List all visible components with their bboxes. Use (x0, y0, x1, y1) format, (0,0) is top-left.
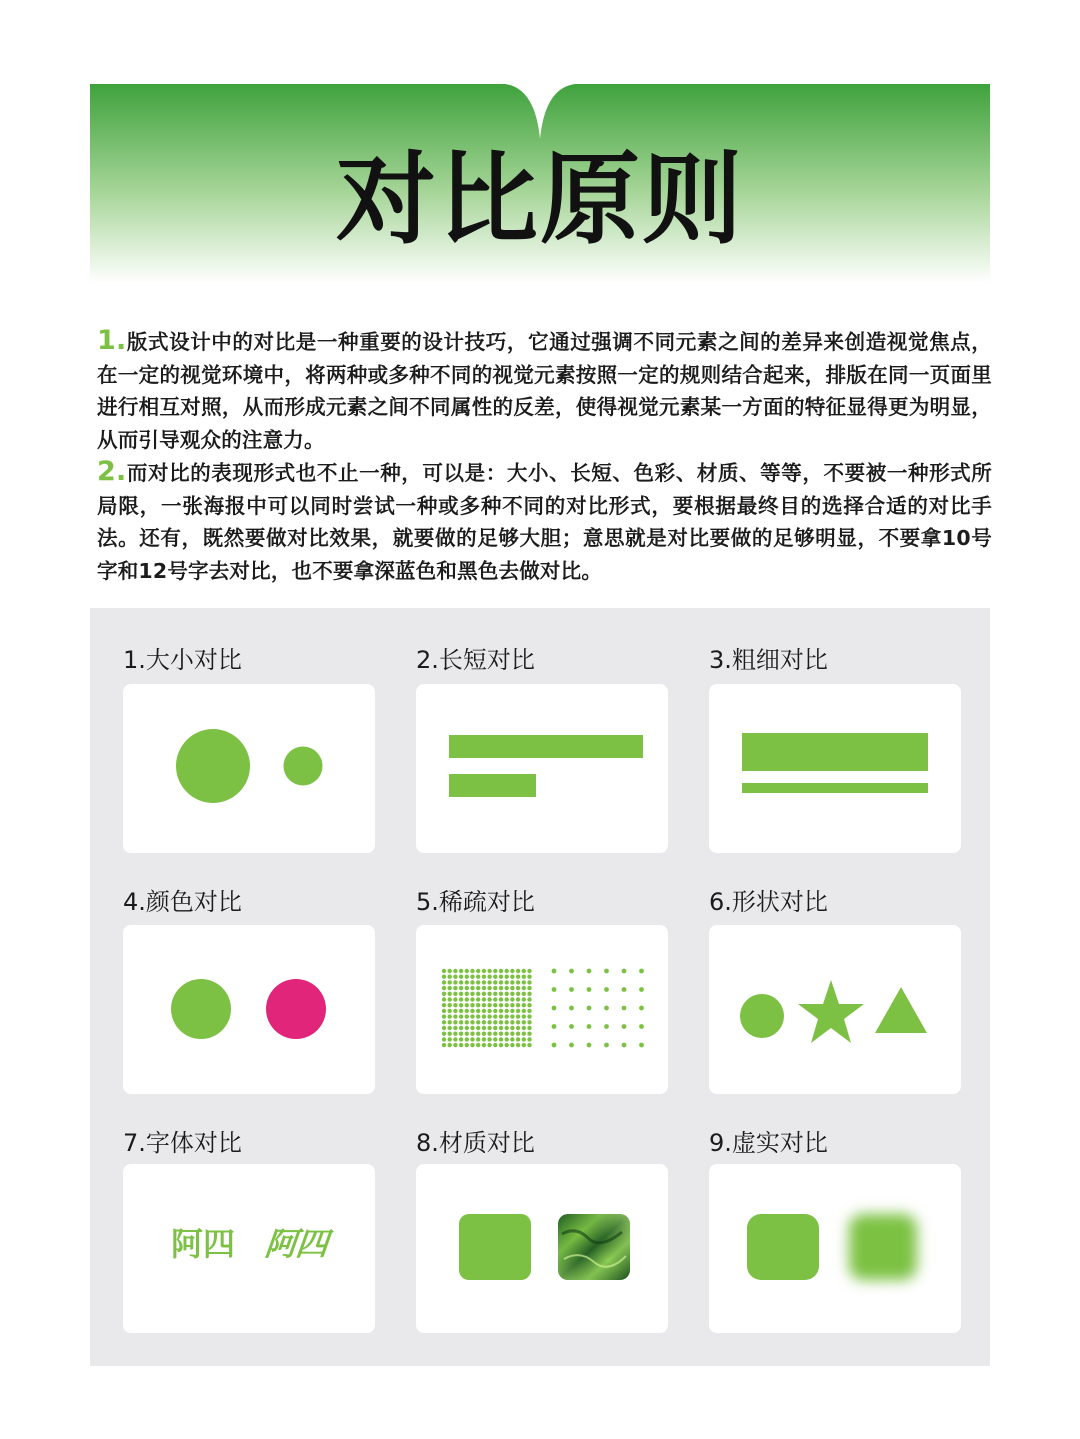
sparse-dot-grid (552, 969, 644, 1048)
example-card-blur (709, 1164, 961, 1333)
paragraph-text: 版式设计中的对比是一种重要的设计技巧，它通过强调不同元素之间的差异来创造视觉焦点，在一定的视觉环境中，将两种或多种不同的视觉元素按照一定的规则结合起来，排版在同一页面里进行相互对照，从而形成元素之间不同属性的反差，使得视觉元素某一方面的特征显得更为明显，从而引导观众的注意力。 (97, 330, 992, 452)
font-sample-regular: 阿四 (171, 1225, 236, 1263)
intro-text (97, 325, 992, 587)
color-contrast-graphic (123, 925, 375, 1094)
texture-contrast-graphic (416, 1164, 668, 1333)
example-card-length (416, 684, 668, 853)
page-title: 对比原则 (336, 141, 744, 258)
example-card-size (123, 684, 375, 853)
paragraph-2 (97, 456, 992, 587)
example-card-weight (709, 684, 961, 853)
example-card-density (416, 925, 668, 1094)
blur-contrast-graphic (709, 1164, 961, 1333)
example-card-typeface (123, 1164, 375, 1333)
paragraph-1 (97, 325, 992, 456)
example-label-size: 1.大小对比 (123, 646, 242, 674)
example-label-color: 4.颜色对比 (123, 888, 242, 916)
example-label-length: 2.长短对比 (416, 646, 535, 674)
length-contrast-graphic (416, 684, 668, 853)
example-label-texture: 8.材质对比 (416, 1129, 535, 1157)
examples-panel (90, 608, 990, 1366)
density-contrast-graphic (416, 925, 668, 1094)
paragraph-text: 而对比的表现形式也不止一种，可以是：大小、长短、色彩、材质、等等，不要被一种形式所局限，一张海报中可以同时尝试一种或多种不同的对比形式，要根据最终目的选择合适的对比手法。还有，既然要做对比效果，就要做的足够大胆；意思就是对比要做的足够明显，不要拿10号字和12号字去对比，也不要拿深蓝色和黑色去做对比。 (97, 461, 992, 583)
dense-dot-grid (442, 969, 532, 1048)
paragraph-number: 2. (97, 456, 127, 487)
paragraph-number: 1. (97, 325, 127, 356)
example-card-shape (709, 925, 961, 1094)
shape-contrast-graphic (709, 925, 961, 1094)
example-label-weight: 3.粗细对比 (709, 646, 828, 674)
example-label-density: 5.稀疏对比 (416, 888, 535, 916)
example-label-typeface: 7.字体对比 (123, 1129, 242, 1157)
example-label-shape: 6.形状对比 (709, 888, 828, 916)
size-contrast-graphic (123, 684, 375, 853)
example-label-blur: 9.虚实对比 (709, 1129, 828, 1157)
font-sample-brush: 阿四 (263, 1225, 330, 1263)
example-card-texture (416, 1164, 668, 1333)
example-card-color (123, 925, 375, 1094)
weight-contrast-graphic (709, 684, 961, 853)
